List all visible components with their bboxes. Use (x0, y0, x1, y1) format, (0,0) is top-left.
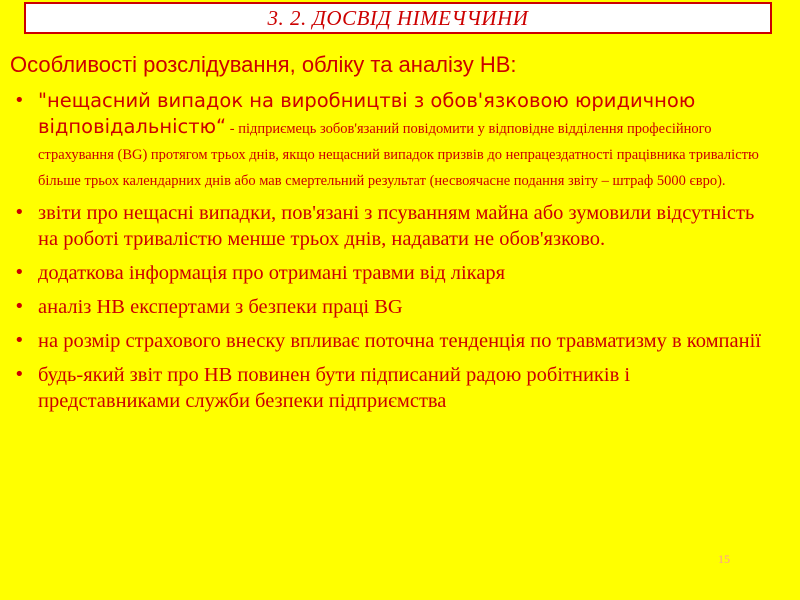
bullet-list (14, 88, 774, 422)
slide-title: 3. 2. ДОСВІД НІМЕЧЧИНИ (267, 5, 529, 30)
bullet-text: аналіз НВ експертами з безпеки праці BG (38, 296, 403, 318)
bullet-item-1 (14, 88, 774, 192)
bullet-glyph: • (14, 330, 25, 351)
bullet-lead-text: "нещасний випадок на виробництві з обов'язковою юридичною відповідальністю“ (38, 89, 696, 138)
title-bar (24, 2, 772, 34)
bullet-glyph: • (14, 202, 25, 223)
slide-subtitle: Особливості розслідування, обліку та аналізу НВ: (10, 52, 517, 77)
bullet-item-5 (14, 328, 774, 354)
bullet-item-2 (14, 200, 774, 252)
bullet-detail-text: - підприємець зобов'язаний повідомити у відповідне відділення професійного страхування (BG) протягом трьох днів, якщо нещасний випадок призвів до непрацездатності працівника тривалістю більше трьох календарних днів або мав смертельний результат (несвоячасне подання звіту – штраф 5000 євро). (38, 121, 759, 189)
bullet-text: звіти про нещасні випадки, пов'язані з псуванням майна або зумовили відсутність на роботі тривалістю менше трьох днів, надавати не обов'язково. (38, 202, 755, 250)
bullet-text: додаткова інформація про отримані травми від лікаря (38, 262, 506, 284)
page-number: 15 (718, 552, 730, 566)
bullet-glyph: • (14, 262, 25, 283)
bullet-glyph: • (14, 296, 25, 317)
bullet-item-6 (14, 362, 774, 414)
bullet-text: на розмір страхового внеску впливає поточна тенденція по травматизму в компанії (38, 330, 761, 352)
bullet-item-4 (14, 294, 774, 320)
bullet-text: будь-який звіт про НВ повинен бути підписаний радою робітників і представниками служби безпеки підприємства (38, 364, 631, 412)
bullet-glyph: • (14, 364, 25, 385)
bullet-item-3 (14, 260, 774, 286)
bullet-glyph: • (14, 90, 25, 111)
